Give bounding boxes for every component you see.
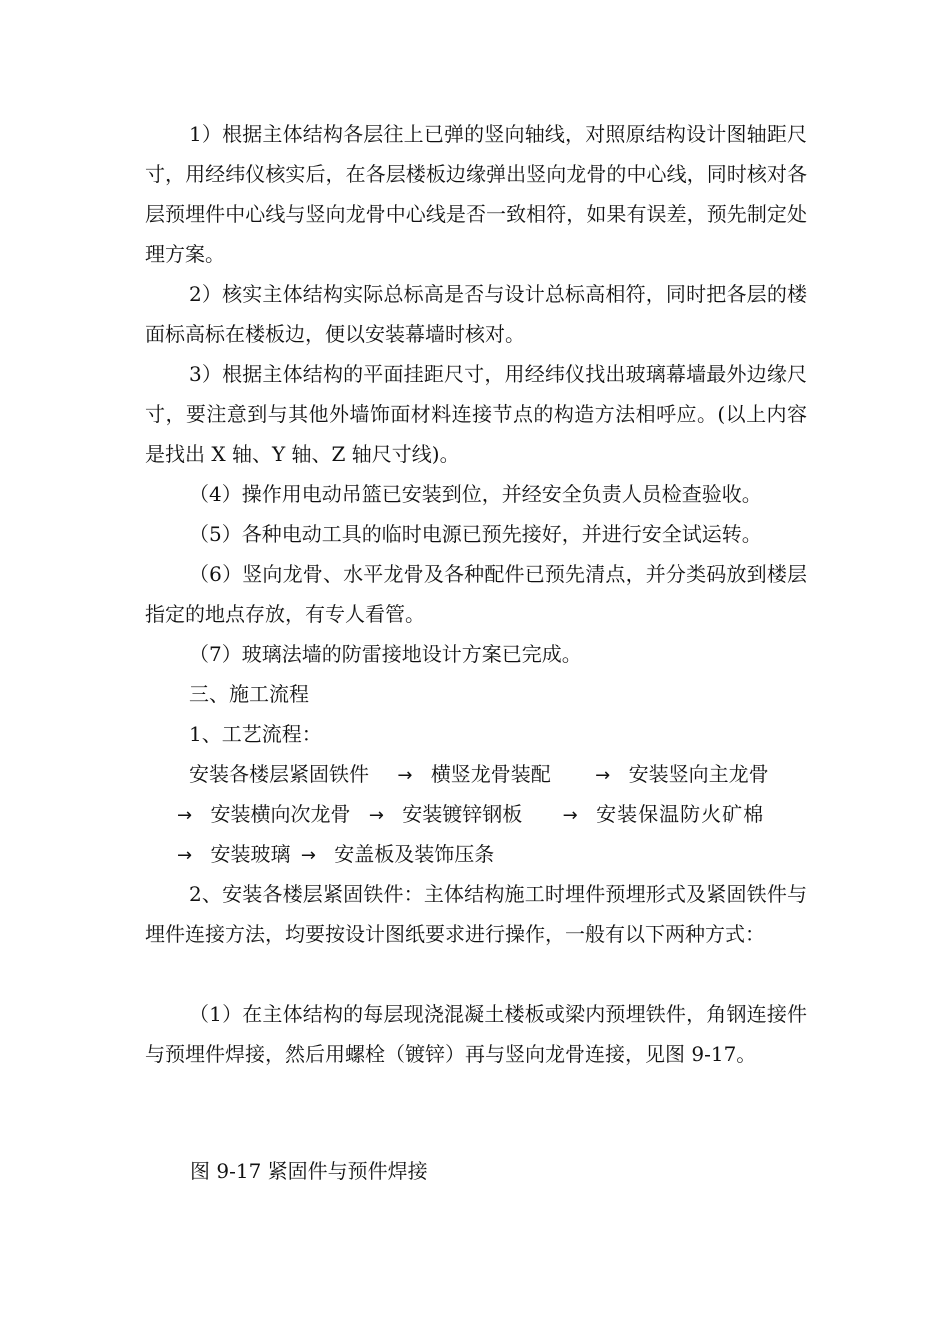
paragraph-axis-lines: 1）根据主体结构各层往上已弹的竖向轴线，对照原结构设计图轴距尺寸，用经纬仪核实后，在各层楼板边缘弹出竖向龙骨的中心线，同时核对各层预埋件中心线与竖向龙骨中心线是否一致相符，如果有误差，预先制定处理方案。 xyxy=(145,122,807,266)
flow-step: 安盖板及装饰压条 xyxy=(334,842,495,866)
subheading-process-flow: 1、工艺流程： xyxy=(189,722,322,746)
arrow-right-icon: → xyxy=(177,845,193,866)
paragraph-lightning-protection: （7）玻璃法墙的防雷接地设计方案已完成。 xyxy=(189,642,582,666)
figure-caption: 图 9-17 紧固件与预件焊接 xyxy=(190,1159,428,1183)
arrow-right-icon: → xyxy=(368,805,384,826)
paragraph-elevation-check: 2）核实主体结构实际总标高是否与设计总标高相符，同时把各层的楼面标高标在楼板边，便以安装幕墙时核对。 xyxy=(145,282,807,346)
section-heading-construction-flow: 三、施工流程 xyxy=(189,682,309,706)
flow-step: 安装保温防火矿棉 xyxy=(596,802,765,826)
arrow-right-icon: → xyxy=(397,765,413,786)
flow-step: 安装横向次龙骨 xyxy=(210,802,351,826)
process-flow-line-2 xyxy=(177,794,764,836)
arrow-right-icon: → xyxy=(562,805,578,826)
arrow-right-icon: → xyxy=(177,805,193,826)
paragraph-keel-parts: （6）竖向龙骨、水平龙骨及各种配件已预先清点，并分类码放到楼层指定的地点存放，有专人看管。 xyxy=(145,562,807,626)
paragraph-fixing-iron-parts: 2、安装各楼层紧固铁件：主体结构施工时埋件预埋形式及紧固铁件与埋件连接方法，均要按设计图纸要求进行操作，一般有以下两种方式： xyxy=(145,882,807,946)
paragraph-embedded-parts-welding: （1）在主体结构的每层现浇混凝土楼板或梁内预埋铁件，角钢连接件与预埋件焊接，然后用螺栓（镀锌）再与竖向龙骨连接，见图 9-17。 xyxy=(145,1002,807,1066)
flow-step: 安装竖向主龙骨 xyxy=(628,762,769,786)
process-flow-line-3 xyxy=(177,834,494,876)
paragraph-electric-gondola: （4）操作用电动吊篮已安装到位，并经安全负责人员检查验收。 xyxy=(189,482,762,506)
process-flow-line-1 xyxy=(189,754,769,796)
flow-step: 安装各楼层紧固铁件 xyxy=(189,762,369,786)
paragraph-power-tools: （5）各种电动工具的临时电源已预先接好，并进行安全试运转。 xyxy=(189,522,762,546)
flow-step: 横竖龙骨装配 xyxy=(430,762,551,786)
paragraph-outer-edge: 3）根据主体结构的平面挂距尺寸，用经纬仪找出玻璃幕墙最外边缘尺寸，要注意到与其他外墙饰面材料连接节点的构造方法相呼应。(以上内容是找出 X 轴、Y 轴、Z 轴尺寸线)。 xyxy=(145,362,807,466)
arrow-right-icon: → xyxy=(300,845,316,866)
flow-step: 安装玻璃 xyxy=(210,842,291,866)
arrow-right-icon: → xyxy=(595,765,611,786)
flow-step: 安装镀锌钢板 xyxy=(402,802,523,826)
